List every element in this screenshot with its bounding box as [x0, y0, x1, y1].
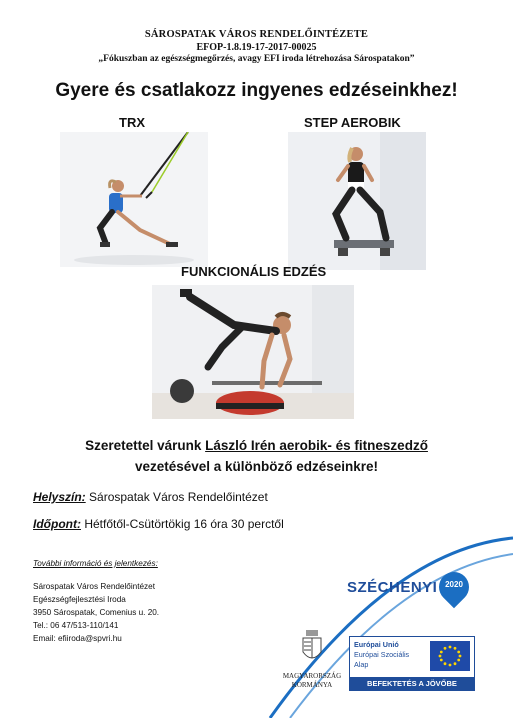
contact-address: 3950 Sárospatak, Comenius u. 20.	[33, 608, 160, 617]
invest-in-future-bar: BEFEKTETÉS A JÖVŐBE	[349, 677, 475, 691]
eu-text	[354, 640, 409, 670]
trx-photo	[60, 132, 208, 267]
szechenyi-year: 2020	[445, 580, 463, 589]
eu-line-2: Európai Szociális	[354, 650, 410, 659]
time-row	[33, 517, 284, 531]
functional-training-photo	[152, 285, 354, 419]
eu-line-3: Alap	[354, 660, 369, 669]
location-label: Helyszín:	[33, 490, 86, 504]
header-institution: SÁROSPATAK VÁROS RENDELŐINTÉZETE	[144, 29, 369, 40]
step-aerobic-label: STEP AEROBIK	[304, 115, 401, 130]
szechenyi-logo-text: SZÉCHENYI	[347, 579, 438, 596]
contact-block	[33, 580, 159, 645]
invitation-line-1	[0, 435, 513, 456]
government-logo-text	[276, 672, 348, 690]
time-label: Időpont:	[33, 517, 81, 531]
step-aerobic-photo	[288, 132, 426, 270]
contact-email: Email: efiiroda@spvri.hu	[33, 634, 122, 643]
location-value: Sárospatak Város Rendelőintézet	[85, 490, 268, 504]
header-project-code: EFOP-1.8.19-17-2017-00025	[196, 42, 317, 53]
page-headline: Gyere és csatlakozz ingyenes edzéseinkhez!	[55, 80, 458, 101]
contact-org: Sárospatak Város Rendelőintézet	[33, 582, 155, 591]
functional-training-label: FUNKCIONÁLIS EDZÉS	[181, 264, 327, 279]
time-value: Hétfőtől-Csütörtökig 16 óra 30 perctől	[80, 517, 284, 531]
instructor-name: László Irén aerobik- és fitneszedző	[205, 438, 428, 453]
contact-title: További információ és jelentkezés:	[33, 559, 158, 568]
eu-flag-icon	[430, 641, 470, 671]
gov-line-2: KORMÁNYA	[291, 681, 333, 689]
header-project-title: „Fókuszban az egészségmegőrzés, avagy EFI iroda létrehozása Sárospatakon”	[98, 54, 415, 64]
trx-label: TRX	[119, 115, 145, 130]
invitation-text: Szeretettel várunk	[85, 438, 206, 453]
contact-phone: Tel.: 06 47/513-110/141	[33, 621, 119, 630]
eu-logo	[349, 636, 475, 678]
eu-line-1: Európai Unió	[354, 640, 399, 649]
contact-office: Egészségfejlesztési Iroda	[33, 595, 126, 604]
invitation-line-2: vezetésével a különböző edzéseinkre!	[134, 459, 379, 474]
location-row	[33, 490, 268, 504]
gov-line-1: MAGYARORSZÁG	[282, 672, 342, 680]
hungarian-coat-of-arms-icon	[301, 630, 323, 664]
